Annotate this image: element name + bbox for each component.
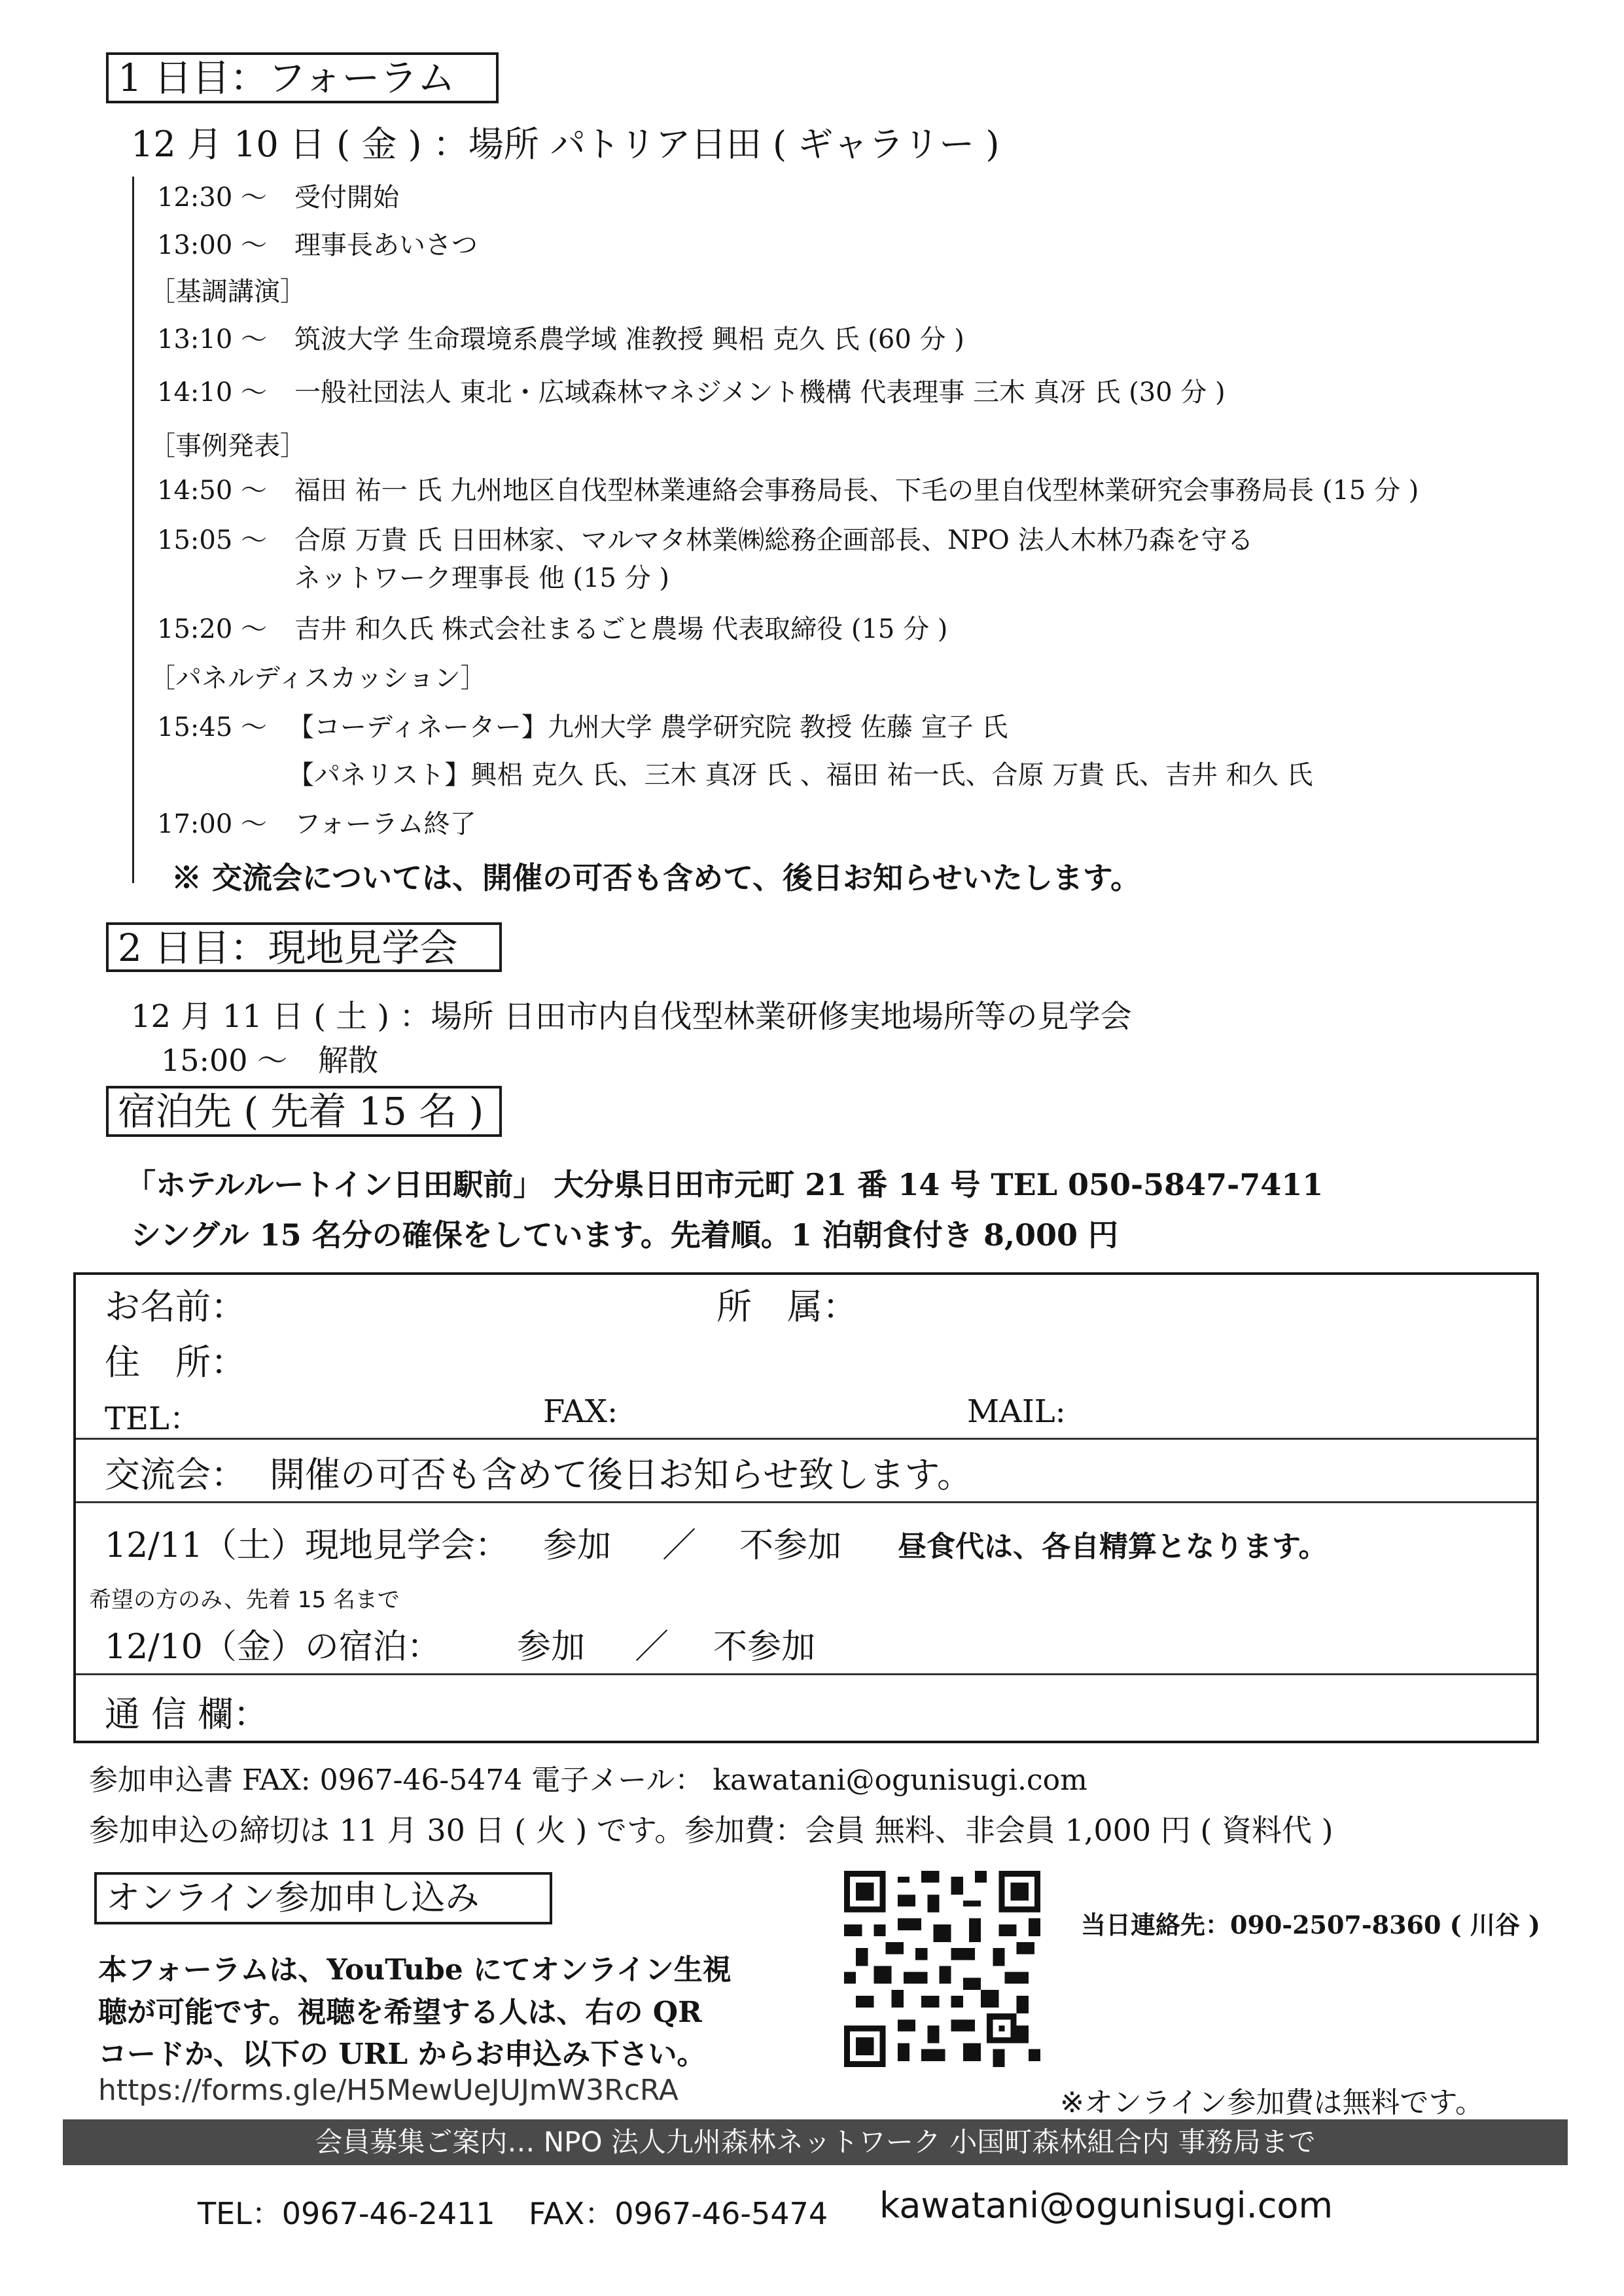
stay-no[interactable]: 不参加 (713, 1627, 816, 1667)
schedule-text: 合原 万貴 氏 日田林家、マルマタ林業㈱総務企画部長、NPO 法人木林乃森を守る (294, 525, 1254, 555)
apply-contact: 参加申込書 FAX: 0967-46-5474 電子メール： kawatani@ogunisugi.com (89, 1764, 1087, 1797)
schedule-time: 13:00 ～ (157, 230, 267, 260)
day1-date: 12 月 10 日 ( 金 ) ：場所 パトリア日田 ( ギャラリー ) (131, 124, 1000, 165)
online-body-2: 聴が可能です。視聴を希望する人は、右の QR (98, 1996, 702, 2029)
social-note: ※ 交流会については、開催の可否も含めて、後日お知らせいたします。 (171, 860, 1141, 896)
schedule-time: 14:50 ～ (157, 476, 267, 506)
fax-label: FAX: (543, 1393, 618, 1430)
day1-heading: 1 日目：フォーラム (106, 52, 499, 103)
keynote-label: ［基調講演］ (149, 277, 306, 307)
lodging-heading: 宿泊先 ( 先着 15 名 ) (106, 1086, 502, 1137)
online-fee-note: ※オンライン参加費は無料です。 (1060, 2086, 1485, 2119)
tel-label: TEL： (105, 1400, 201, 1437)
schedule-time: 13:10 ～ (157, 324, 267, 355)
tour-no[interactable]: 不参加 (739, 1526, 842, 1565)
footer-tel: TEL：0967-46-2411 (198, 2196, 495, 2231)
day2-heading: 2 日目：現地見学会 (106, 922, 502, 972)
schedule-text-cont: ネットワーク理事長 他 (15 分 ) (294, 563, 669, 593)
online-url[interactable]: https://forms.gle/H5MewUeJUJmW3RcRA (98, 2074, 679, 2107)
schedule-time: 15:05 ～ (157, 525, 267, 555)
tour-slash: ／ (662, 1526, 697, 1565)
panel-label: ［パネルディスカッション］ (149, 663, 487, 693)
tour-note: 昼食代は、各自精算となります。 (898, 1530, 1328, 1563)
form-divider (76, 1673, 1536, 1675)
schedule-text: 福田 祐一 氏 九州地区自伐型林業連絡会事務局長、下毛の里自伐型林業研究会事務局長 (15 分 ) (294, 476, 1419, 506)
schedule-text: 受付開始 (294, 183, 399, 213)
mail-label: MAIL: (967, 1393, 1066, 1430)
stay-label: 12/10（金）の宿泊： (105, 1627, 441, 1667)
panel-panelists: 【パネリスト】興梠 克久 氏、三木 真冴 氏 、福田 祐一氏、合原 万貴 氏、吉井 和久 氏 (288, 760, 1313, 790)
online-heading: オンライン参加申し込み (94, 1872, 552, 1924)
schedule-time: 12:30 ～ (157, 183, 267, 213)
panel-coordinator: 【コーディネーター】九州大学 農学研究院 教授 佐藤 宣子 氏 (288, 712, 1008, 742)
schedule-time: 14:10 ～ (157, 377, 267, 408)
social-text: 開催の可否も含めて後日お知らせ致します。 (270, 1454, 973, 1495)
schedule-time: 15:20 ～ (157, 614, 267, 644)
lodging-room: シングル 15 名分の確保をしています。先着順。1 泊朝食付き 8,000 円 (131, 1217, 1119, 1253)
apply-deadline: 参加申込の締切は 11 月 30 日 ( 火 ) です。参加費：会員 無料、非会員 1,000 円 ( 資料代 ) (89, 1813, 1333, 1848)
schedule-time: 17:00 ～ (157, 809, 267, 839)
footer-email[interactable]: kawatani@ogunisugi.com (879, 2185, 1333, 2226)
form-divider (76, 1501, 1536, 1503)
form-divider (76, 1438, 1536, 1440)
qr-code-icon[interactable] (844, 1871, 1040, 2067)
hope-note: 希望の方のみ、先着 15 名まで (89, 1587, 400, 1613)
schedule-text: 理事長あいさつ (294, 230, 478, 260)
day2-text: 解散 (318, 1043, 378, 1078)
schedule-rule (132, 177, 134, 883)
online-body-1: 本フォーラムは、YouTube にてオンライン生視 (98, 1953, 732, 1987)
tour-label: 12/11（土）現地見学会： (105, 1526, 509, 1565)
day2-date: 12 月 11 日 ( 土 ) ：場所 日田市内自伐型林業研修実地場所等の見学会 (131, 998, 1132, 1035)
lodging-hotel: 「ホテルルートイン日田駅前」 大分県日田市元町 21 番 14 号 TEL 050-5847-7411 (126, 1167, 1324, 1202)
stay-yes[interactable]: 参加 (517, 1627, 586, 1667)
address-label: 住 所： (105, 1342, 246, 1383)
stay-slash: ／ (635, 1627, 669, 1667)
footer-banner: 会員募集ご案内… NPO 法人九州森林ネットワーク 小国町森林組合内 事務局まで (63, 2119, 1568, 2165)
tour-yes[interactable]: 参加 (543, 1526, 612, 1565)
schedule-text: 一般社団法人 東北・広域森林マネジメント機構 代表理事 三木 真冴 氏 (30 分 ) (294, 377, 1226, 408)
name-label: お名前： (105, 1286, 246, 1327)
social-label: 交流会： (105, 1454, 246, 1495)
affiliation-label: 所 属： (716, 1286, 858, 1327)
online-body-3: コードか、以下の URL からお申込み下さい。 (98, 2038, 706, 2071)
application-form (73, 1272, 1539, 1743)
day2-time: 15:00 ～ (161, 1043, 288, 1078)
schedule-time: 15:45 ～ (157, 712, 267, 742)
footer-fax: FAX：0967-46-5474 (529, 2196, 828, 2231)
schedule-text: 筑波大学 生命環境系農学域 准教授 興梠 克久 氏 (60 分 ) (294, 324, 964, 355)
comm-label: 通 信 欄： (105, 1694, 269, 1735)
day-contact: 当日連絡先：090-2507-8360 ( 川谷 ) (1081, 1910, 1541, 1939)
schedule-text: フォーラム終了 (294, 809, 476, 839)
case-label: ［事例発表］ (149, 431, 306, 461)
day2-row (161, 1037, 378, 1080)
schedule-text: 吉井 和久氏 株式会社まるごと農場 代表取締役 (15 分 ) (294, 614, 948, 644)
